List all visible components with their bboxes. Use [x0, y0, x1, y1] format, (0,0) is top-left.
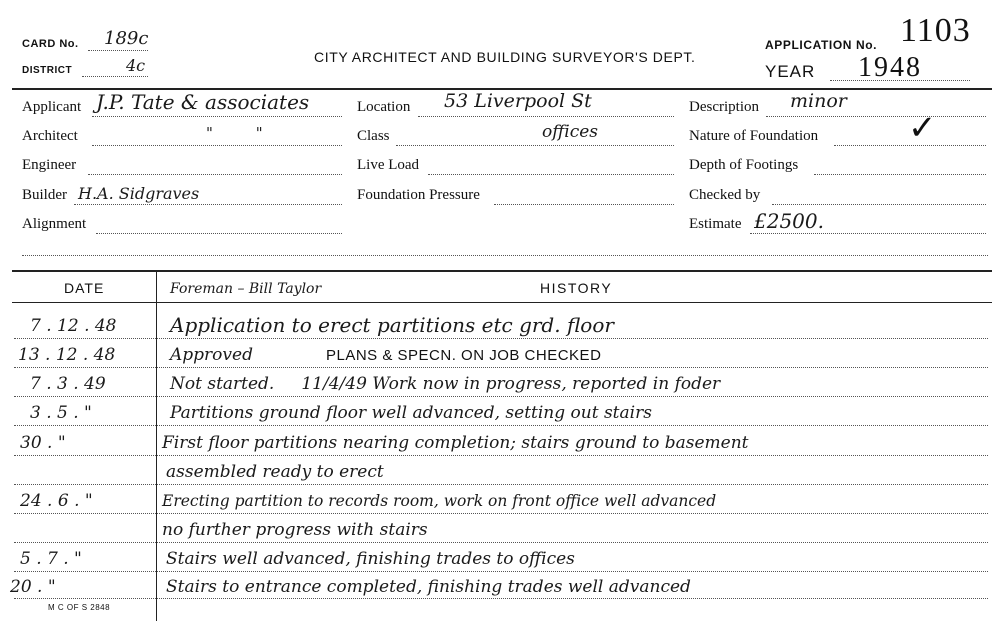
checked-by-label: Checked by	[689, 187, 761, 203]
fields-bottom-dots	[22, 255, 988, 256]
history-date: 20 . "	[10, 577, 56, 597]
architect-dots	[92, 145, 342, 146]
live-load-label: Live Load	[357, 157, 420, 173]
application-no-label: APPLICATION No.	[765, 38, 878, 52]
history-header-rule	[12, 302, 992, 303]
card-no-value: 189c	[104, 28, 149, 49]
class-label: Class	[357, 128, 390, 144]
description-value: minor	[790, 90, 847, 112]
history-date: 7 . 3 . 49	[30, 374, 106, 394]
history-entry: assembled ready to erect	[166, 462, 384, 482]
history-entry: Stairs well advanced, finishing trades to offices	[166, 549, 575, 569]
alignment-dots	[96, 233, 342, 234]
location-label: Location	[357, 99, 411, 115]
description-label: Description	[689, 99, 759, 115]
description-dots	[766, 116, 986, 117]
builder-dots	[74, 204, 342, 205]
engineer-dots	[88, 174, 342, 175]
history-top-rule	[12, 270, 992, 272]
foundation-pressure-dots	[494, 204, 674, 205]
history-column-header: HISTORY	[540, 280, 613, 296]
card-no-dots	[88, 50, 148, 51]
applicant-value: J.P. Tate & associates	[96, 90, 310, 114]
applicant-label: Applicant	[22, 99, 82, 115]
architect-label: Architect	[22, 128, 78, 144]
builder-value: H.A. Sidgraves	[78, 184, 200, 203]
live-load-dots	[428, 174, 674, 175]
history-entry: Application to erect partitions etc grd. floor	[170, 313, 614, 337]
history-entry: Not started. 11/4/49 Work now in progress, reported in foder	[170, 374, 721, 394]
year-value: 1948	[858, 52, 922, 83]
table-row-rule	[14, 598, 988, 599]
engineer-label: Engineer	[22, 157, 77, 173]
table-row-rule	[14, 455, 988, 456]
table-row-rule	[14, 396, 988, 397]
estimate-label: Estimate	[689, 216, 742, 232]
district-dots	[82, 76, 148, 77]
district-label: DISTRICT	[22, 65, 73, 76]
history-entry: Approved	[170, 345, 253, 365]
depth-of-footings-label: Depth of Footings	[689, 157, 799, 173]
table-row-rule	[14, 425, 988, 426]
history-date: 30 . "	[20, 433, 66, 453]
history-date: 5 . 7 . "	[20, 549, 82, 569]
application-no-value: 1103	[900, 12, 971, 49]
history-date: 7 . 12 . 48	[30, 316, 117, 336]
nature-of-foundation-label: Nature of Foundation	[689, 128, 819, 144]
applicant-dots	[92, 116, 342, 117]
table-row-rule	[14, 513, 988, 514]
class-dots	[396, 145, 674, 146]
location-value: 53 Liverpool St	[444, 90, 592, 112]
date-column-divider	[156, 271, 157, 621]
alignment-label: Alignment	[22, 216, 87, 232]
plans-checked-stamp: PLANS & SPECN. ON JOB CHECKED	[326, 347, 602, 364]
history-entry: First floor partitions nearing completion; stairs ground to basement	[162, 433, 749, 453]
date-column-header: DATE	[64, 280, 105, 296]
table-row-rule	[14, 542, 988, 543]
foreman-note: Foreman – Bill Taylor	[170, 281, 322, 297]
history-date: 3 . 5 . "	[30, 403, 92, 423]
foundation-pressure-label: Foundation Pressure	[357, 187, 480, 203]
district-value: 4c	[126, 56, 146, 75]
year-label: YEAR	[765, 62, 816, 81]
form-code: M C OF S 2848	[48, 603, 111, 612]
estimate-dots	[750, 233, 986, 234]
table-row-rule	[14, 338, 988, 339]
depth-of-footings-dots	[814, 174, 986, 175]
location-dots	[418, 116, 674, 117]
class-value: offices	[542, 122, 599, 142]
history-entry: Partitions ground floor well advanced, setting out stairs	[170, 403, 652, 423]
history-date: 24 . 6 . "	[20, 491, 93, 511]
builder-label: Builder	[22, 187, 67, 203]
table-row-rule	[14, 571, 988, 572]
history-entry: Stairs to entrance completed, finishing trades well advanced	[166, 577, 691, 597]
history-date: 13 . 12 . 48	[18, 345, 116, 365]
table-row-rule	[14, 367, 988, 368]
history-entry: Erecting partition to records room, work on front office well advanced	[162, 492, 717, 510]
table-row-rule	[14, 484, 988, 485]
architect-value: " "	[206, 124, 263, 142]
nature-of-foundation-check: ✓	[908, 109, 937, 147]
estimate-value: £2500.	[754, 209, 824, 233]
department-title: CITY ARCHITECT AND BUILDING SURVEYOR'S DEPT.	[314, 49, 696, 65]
history-entry: no further progress with stairs	[162, 520, 428, 540]
card-no-label: CARD No.	[22, 38, 79, 50]
checked-by-dots	[772, 204, 986, 205]
